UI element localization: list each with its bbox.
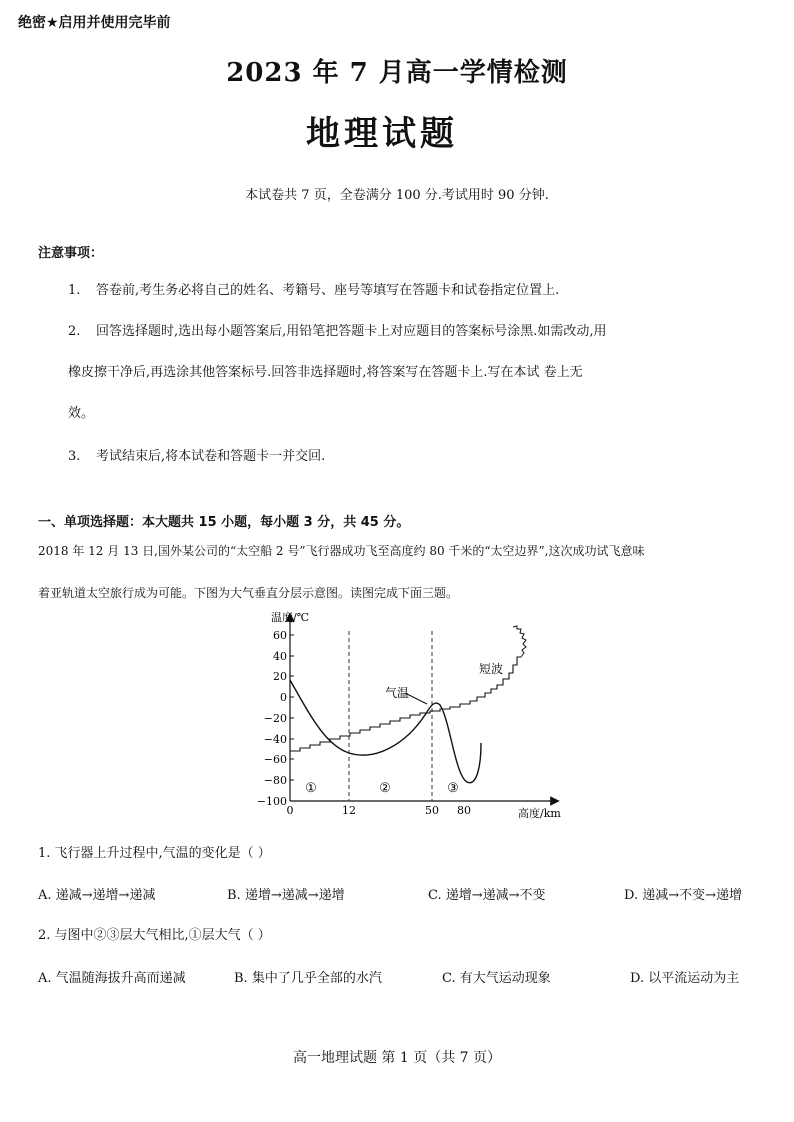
y-tick: 20 bbox=[273, 670, 287, 683]
question-2-option-d: D. 以平流运动为主 bbox=[630, 971, 740, 986]
notice-item-1 bbox=[68, 279, 559, 298]
y-tick: −80 bbox=[263, 774, 287, 787]
subject-title: 地理试题 bbox=[306, 114, 458, 154]
shortwave-label: 短波 bbox=[479, 662, 504, 676]
y-tick: 40 bbox=[273, 650, 287, 663]
atmosphere-layers-figure bbox=[255, 605, 575, 825]
confidential-mark: 绝密★启用并使用完毕前 bbox=[18, 15, 171, 31]
exam-info: 本试卷共 7 页，全卷满分 100 分.考试用时 90 分钟. bbox=[245, 188, 549, 203]
notice-item-3 bbox=[68, 445, 325, 464]
x-tick: 80 bbox=[457, 804, 471, 817]
notice-item-number: 1. bbox=[68, 283, 81, 298]
notice-item-number: 3. bbox=[68, 449, 81, 464]
passage-line-2: 着亚轨道太空旅行成为可能。下图为大气垂直分层示意图。读图完成下面三题。 bbox=[38, 586, 459, 600]
notice-item-2-line-3: 效。 bbox=[68, 406, 95, 421]
section-heading: 一、单项选择题：本大题共 15 小题，每小题 3 分，共 45 分。 bbox=[38, 515, 410, 530]
notice-heading: 注意事项： bbox=[38, 246, 104, 261]
question-2-option-a: A. 气温随海拔升高而递减 bbox=[38, 971, 186, 986]
question-1-stem: 1. 飞行器上升过程中,气温的变化是（ ） bbox=[38, 846, 271, 861]
layer-label-3: ③ bbox=[447, 781, 459, 796]
x-tick: 12 bbox=[342, 804, 356, 817]
notice-item-text: 回答选择题时,选出每小题答案后,用铅笔把答题卡上对应题目的答案标号涂黑.如需改动,用 bbox=[96, 324, 607, 339]
y-tick: −60 bbox=[263, 753, 287, 766]
y-tick: 60 bbox=[273, 629, 287, 642]
x-tick: 0 bbox=[286, 804, 294, 817]
question-1-option-b: B. 递增→递减→递增 bbox=[227, 888, 345, 903]
y-tick: 0 bbox=[280, 691, 287, 704]
page-footer: 高一地理试题 第 1 页（共 7 页） bbox=[292, 1050, 502, 1066]
temperature-label: 气温 bbox=[385, 686, 410, 700]
exam-title: 2023 年 7 月高一学情检测 bbox=[226, 58, 568, 88]
question-1-option-c: C. 递增→递减→不变 bbox=[428, 888, 546, 903]
notice-item-number: 2. bbox=[68, 324, 81, 339]
question-1-option-d: D. 递减→不变→递增 bbox=[624, 888, 743, 903]
notice-item-text: 答卷前,考生务必将自己的姓名、考籍号、座号等填写在答题卡和试卷指定位置上. bbox=[96, 283, 560, 298]
notice-item-2-line-2: 橡皮擦干净后,再选涂其他答案标号.回答非选择题时,将答案写在答题卡上.写在本试 卷上无 bbox=[68, 365, 583, 380]
y-tick: −100 bbox=[256, 795, 287, 808]
layer-label-1: ① bbox=[305, 781, 317, 796]
notice-item-text: 考试结束后,将本试卷和答题卡一并交回. bbox=[96, 449, 326, 464]
y-axis-label: 温度/℃ bbox=[271, 611, 310, 624]
layer-label-2: ② bbox=[379, 781, 391, 796]
shortwave-wavy-end bbox=[513, 626, 526, 657]
y-tick: −20 bbox=[263, 712, 287, 725]
question-2-stem: 2. 与图中②③层大气相比,①层大气（ ） bbox=[38, 928, 271, 943]
x-axis-label: 高度/km bbox=[518, 807, 561, 820]
question-2-option-b: B. 集中了几乎全部的水汽 bbox=[234, 971, 382, 986]
y-tick: −40 bbox=[263, 733, 287, 746]
x-tick: 50 bbox=[425, 804, 439, 817]
question-1-option-a: A. 递减→递增→递减 bbox=[38, 888, 156, 903]
question-2-option-c: C. 有大气运动现象 bbox=[442, 971, 551, 986]
notice-item-2 bbox=[68, 320, 607, 339]
passage-line-1: 2018 年 12 月 13 日,国外某公司的“太空船 2 号”飞行器成功飞至高度约 80 千米的“太空边界”,这次成功试飞意味 bbox=[38, 544, 645, 558]
